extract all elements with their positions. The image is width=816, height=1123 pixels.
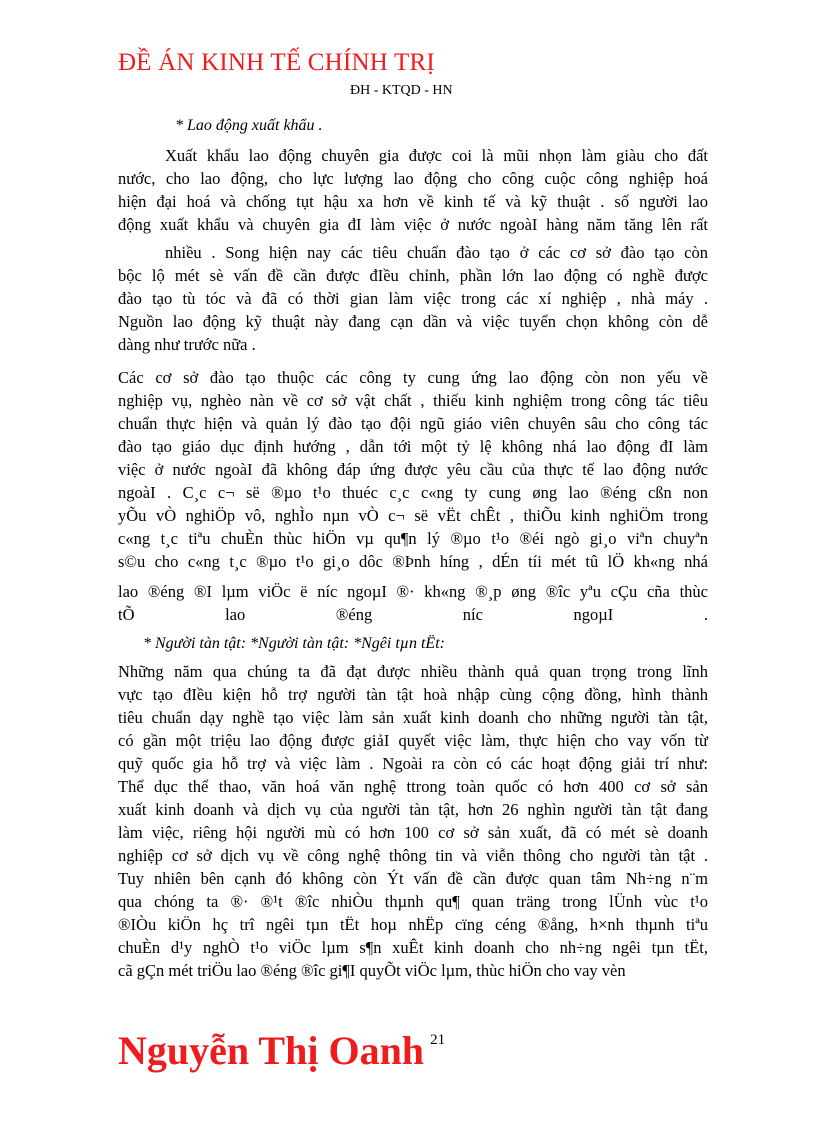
paragraph-line: qua chóng ta ®· ®¹t ®îc nhiÒu thµnh qu¶ quan träng trong lÜnh vùc t¹o xyxy=(118,892,708,911)
paragraph-line: chuÈn d¹y nghÒ t¹o viÖc lµm s¶n xuÊt kinh doanh cho nh÷ng ngêi tµn tËt, xyxy=(118,938,708,957)
paragraph-line: Xuất khẩu lao động chuyên gia được coi là mũi nhọn làm giàu cho đất xyxy=(165,146,708,165)
paragraph-line: chuẩn thực hiện và quản lý đào tạo đội ngũ giáo viên chuyên sâu cho công tác xyxy=(118,414,708,433)
paragraph-line: ®IÒu kiÖn hç trî ngêi tµn tËt hoµ nhËp cïng céng ®ång, h×nh thµnh tiªu xyxy=(118,915,708,934)
paragraph-line: nước, cho lao động, cho lực lượng lao động cho công cuộc công nghiệp hoá xyxy=(118,169,708,188)
paragraph-line: tÕ lao ®éng níc ngoµI . xyxy=(118,605,708,624)
paragraph-line: Những năm qua chúng ta đã đạt được nhiều thành quả quan trọng trong lĩnh xyxy=(118,662,708,681)
paragraph-line: bộc lộ mét sè vấn đề cần được đIều chỉnh, phần lớn lao động có nghề được xyxy=(118,266,708,285)
paragraph-line: dàng như trước nữa . xyxy=(118,335,256,354)
section-heading-labor-export: * Lao động xuất khẩu . xyxy=(175,117,323,134)
paragraph-line: yÕu vÒ nghiÖp vô, nghÌo nµn vÒ c¬ së vËt chÊt , thiÕu kinh nghiÖm trong xyxy=(118,506,708,525)
paragraph-line: vực tạo đIều kiện hỗ trợ người tàn tật hoà nhập cùng cộng đồng, hình thành xyxy=(118,685,708,704)
section-heading-disabled: * Người tàn tật: *Người tàn tật: *Ngêi tµn tËt: xyxy=(143,635,445,652)
author-name: Nguyễn Thị Oanh xyxy=(118,1028,425,1073)
paragraph-line: nghiệp vụ, nghèo nàn về cơ sở vật chất , thiếu kinh nghiệm trong công tác tiêu xyxy=(118,391,708,410)
paragraph-line: làm việc, riêng hội người mù có hơn 100 cơ sở sản xuất, đã có mét sè doanh xyxy=(118,823,708,842)
document-title: ĐỀ ÁN KINH TẾ CHÍNH TRỊ xyxy=(118,49,435,76)
paragraph-line: cã gÇn mét triÖu lao ®éng ®îc gi¶I quyÕt viÖc lµm, thùc hiÖn cho vay vèn xyxy=(118,961,626,980)
paragraph-line: quỹ quốc gia hỗ trợ và việc làm . Ngoài ra còn có các hoạt động giải trí như: xyxy=(118,754,708,773)
paragraph-line: nghiệp cơ sở dịch vụ về công nghệ thông tin và viễn thông cho người tàn tật . xyxy=(118,846,708,865)
paragraph-line: s©u cho c«ng t¸c ®µo t¹o gi¸o dôc ®Þnh híng , dÉn tíi mét tû lÖ kh«ng nhá xyxy=(118,552,708,571)
paragraph-line: Tuy nhiên bên cạnh đó không còn Ýt vấn đề cần được quan tâm Nh÷ng n¨m xyxy=(118,869,708,888)
paragraph-line: đào tạo tù tóc và đã có thời gian làm việc trong các xí nghiệp , nhà máy . xyxy=(118,289,708,308)
page-number: 21 xyxy=(430,1032,446,1048)
paragraph-line: động xuất khẩu và chuyên gia đI làm việc ở nước ngoàI hàng năm tăng lên rất xyxy=(118,215,708,234)
paragraph-line: Nguồn lao động kỹ thuật này đang cạn dần và việc tuyển chọn không còn dễ xyxy=(118,312,708,331)
paragraph-line: tiêu chuẩn dạy nghề tạo việc làm sản xuất kinh doanh cho những người tàn tật, xyxy=(118,708,708,727)
paragraph-line: c«ng t¸c tiªu chuÈn thùc hiÖn vµ qu¶n lý ®µo t¹o ®éi ngò gi¸o viªn chuyªn xyxy=(118,529,708,548)
paragraph-line: xuất kinh doanh và dịch vụ của người tàn tật, hơn 26 nghìn người tàn tật đang xyxy=(118,800,708,819)
paragraph-line: Các cơ sở đào tạo thuộc các công ty cung ứng lao động còn non yếu về xyxy=(118,368,708,387)
paragraph-line: lao ®éng ®I lµm viÖc ë níc ngoµI ®· kh«ng ®¸p øng ®îc yªu cÇu cña thùc xyxy=(118,582,708,601)
paragraph-line: hiện đại hoá và chống tụt hậu xa hơn về kinh tế và kỹ thuật . số người lao xyxy=(118,192,708,211)
paragraph-line: Thể dục thể thao, văn hoá văn nghệ ttrong toàn quốc có hơn 400 cơ sở sản xyxy=(118,777,708,796)
paragraph-line: đào tạo giáo dục định hướng , dẫn tới một tỷ lệ không nhá lao động đI làm xyxy=(118,437,708,456)
paragraph-line: ngoàI . C¸c c¬ së ®µo t¹o thuéc c¸c c«ng ty cung øng lao ®éng cßn non xyxy=(118,483,708,502)
document-subtitle: ĐH - KTQD - HN xyxy=(350,83,453,98)
paragraph-line: có gần một triệu lao động được giảI quyết việc làm, thực hiện cho vay vốn từ xyxy=(118,731,708,750)
paragraph-line: nhiều . Song hiện nay các tiêu chuẩn đào tạo ở các cơ sở đào tạo còn xyxy=(165,243,708,262)
paragraph-line: việc ở nước ngoàI đã không đáp ứng được yêu cầu của thực tế lao động nước xyxy=(118,460,708,479)
page-footer xyxy=(118,1028,445,1074)
